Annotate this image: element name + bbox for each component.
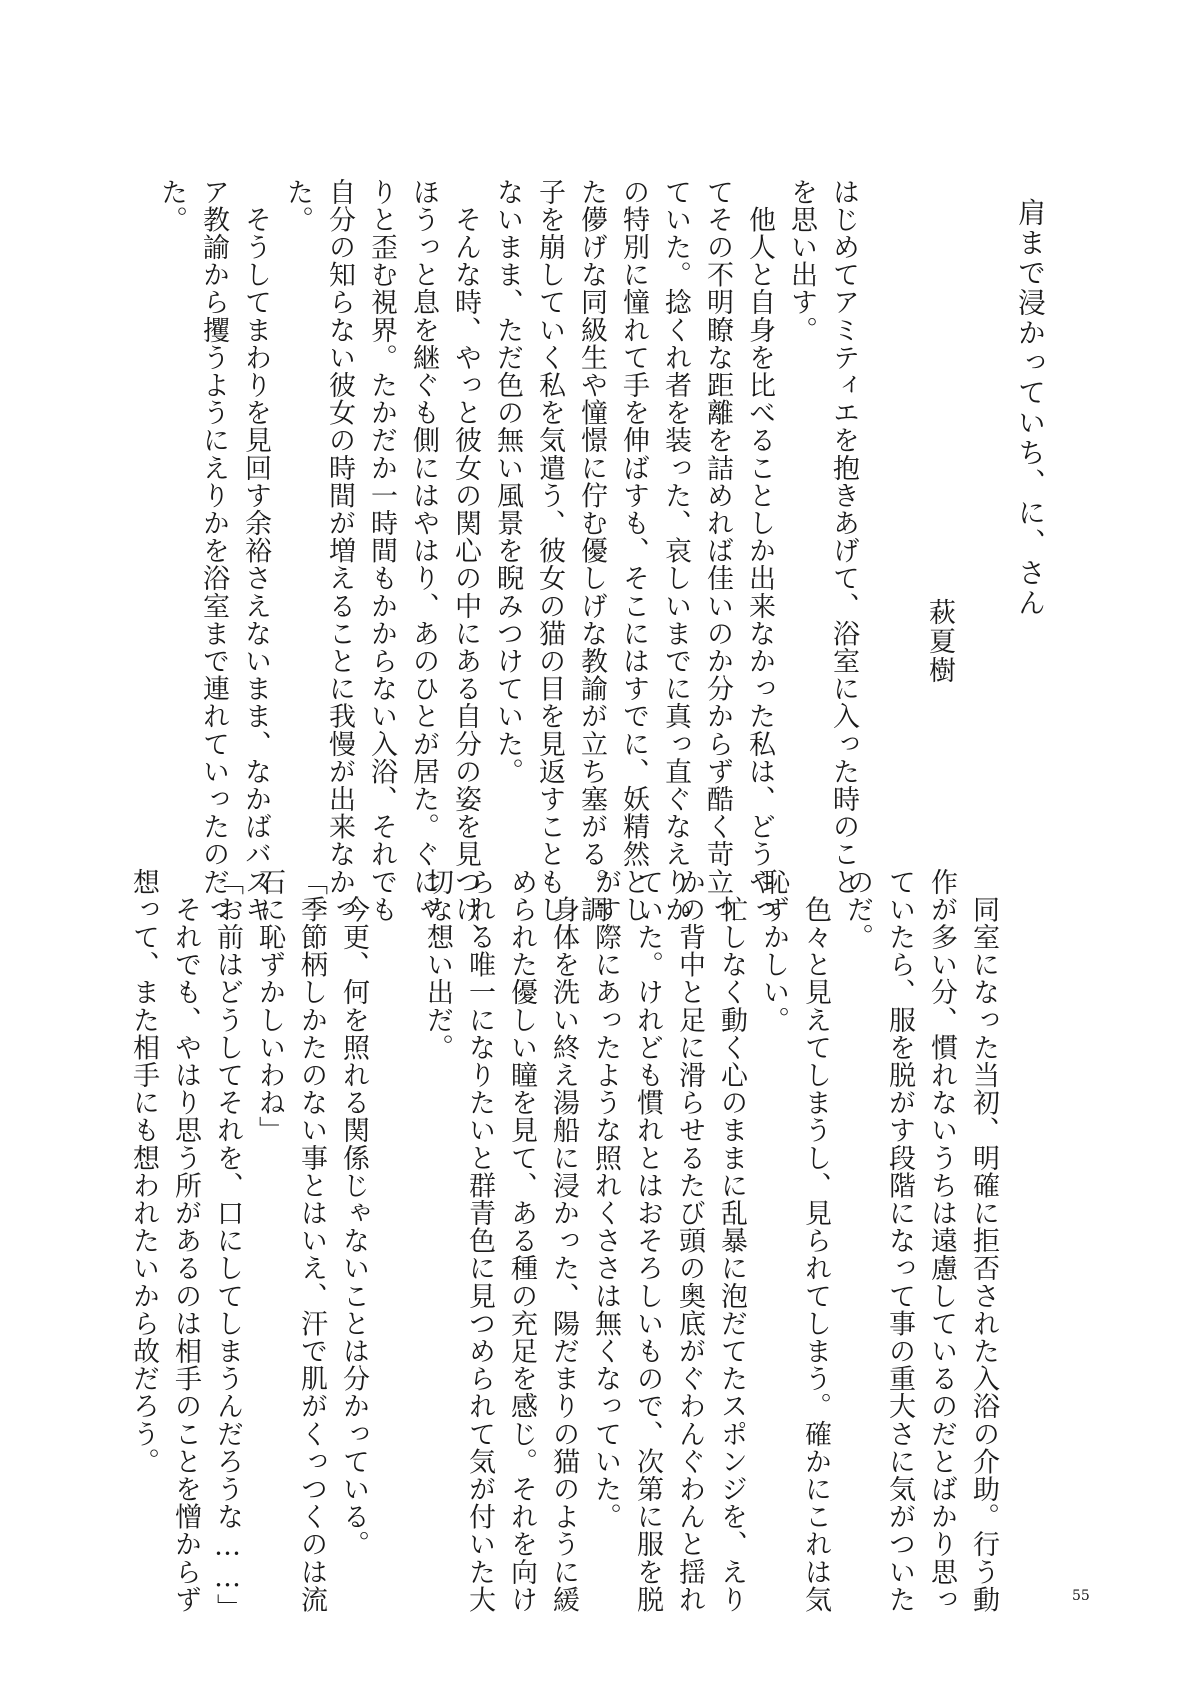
text-line: ないまま、ただ色の無い風景を睨みつけていた。 xyxy=(492,178,523,786)
text-line: 他人と自身を比べることしか出来なかった私は、どうやっ xyxy=(744,178,775,924)
story-title: 肩まで浸かっていち、に、さん xyxy=(1014,198,1047,618)
text-line: められた優しい瞳を見て、ある種の充足を感じ。それを向け xyxy=(506,868,537,1614)
text-line: 忙しなく動く心のままに乱暴に泡だてたスポンジを、えり xyxy=(716,868,747,1614)
text-line: 子を崩していく私を気遣う、彼女の猫の目を見返すこともし xyxy=(534,178,565,924)
blank-line xyxy=(374,868,416,1518)
text-line: 恥ずかしい。 xyxy=(758,868,789,1034)
text-line: がす際にあったような照れくささは無くなっていた。 xyxy=(590,868,621,1531)
text-line: 自分の知らない彼女の時間が増えることに我慢が出来なかっ xyxy=(324,178,355,924)
text-line: 切な想い出だ。 xyxy=(422,868,453,1062)
text-line: ていた。捻くれ者を装った、哀しいまでに真っ直ぐなえりか xyxy=(660,178,691,924)
text-line: られる唯一になりたいと群青色に見つめられて気が付いた大 xyxy=(464,868,495,1614)
text-line: かの背中と足に滑らせるたび頭の奥底がぐわんぐわんと揺れ xyxy=(674,868,705,1614)
text-line: ア教諭から攫うようにえりかを浴室まで連れていったのだっ xyxy=(198,178,229,924)
text-line: を思い出す。 xyxy=(786,178,817,344)
text-line: 「お前はどうしてそれを、口にしてしまうんだろうな……」 xyxy=(212,868,243,1622)
text-line: ていた。けれども慣れとはおそろしいもので、次第に服を脱 xyxy=(632,868,663,1614)
text-line: 「季節柄しかたのない事とはいえ、汗で肌がくっつくのは流 xyxy=(296,868,327,1614)
text-line: てその不明瞭な距離を詰めれば佳いのか分からず酷く苛立っ xyxy=(702,178,733,924)
text-line: りと歪む視界。たかだか一時間もかからない入浴、それでも xyxy=(366,178,397,924)
text-line: ていたら、服を脱がす段階になって事の重大さに気がついた xyxy=(884,868,915,1614)
text-line: の特別に憧れて手を伸ばすも、そこにはすでに、妖精然とし xyxy=(618,178,649,924)
text-line: 身体を洗い終え湯船に浸かった、陽だまりの猫のように緩 xyxy=(548,868,579,1614)
text-line: 今更、何を照れる関係じゃないことは分かっている。 xyxy=(338,868,369,1558)
text-line: た。 xyxy=(156,178,187,234)
text-line: 想って、また相手にも想われたいから故だろう。 xyxy=(128,868,159,1476)
text-line: た儚げな同級生や憧憬に佇む優しげな教諭が立ち塞がる。調 xyxy=(576,178,607,924)
text-line: ほうっと息を継ぐも側にはやはり、あのひとが居た。ぐにゃ xyxy=(408,178,439,924)
page-number: 55 xyxy=(1072,1588,1090,1604)
text-line: た。 xyxy=(282,178,313,234)
text-line: 同室になった当初、明確に拒否された入浴の介助。行う動 xyxy=(968,868,999,1614)
text-line: 作が多い分、慣れないうちは遠慮しているのだとばかり思っ xyxy=(926,868,957,1614)
text-line: のだ。 xyxy=(842,868,873,951)
text-line: それでも、やはり思う所があるのは相手のことを憎からず xyxy=(170,868,201,1614)
author-name: 萩夏樹 xyxy=(924,598,955,685)
text-line: 石に恥ずかしいわね」 xyxy=(254,868,285,1144)
text-line: そんな時、やっと彼女の関心の中にある自分の姿を見つけ、 xyxy=(450,178,481,951)
text-line: そうしてまわりを見回す余裕さえないまま、なかばバスキ xyxy=(240,178,271,924)
text-line: 色々と見えてしまうし、見られてしまう。確かにこれは気 xyxy=(800,868,831,1614)
text-line: はじめてアミティエを抱きあげて、浴室に入った時のこと xyxy=(828,178,859,896)
lower-text-block xyxy=(118,868,1004,1622)
